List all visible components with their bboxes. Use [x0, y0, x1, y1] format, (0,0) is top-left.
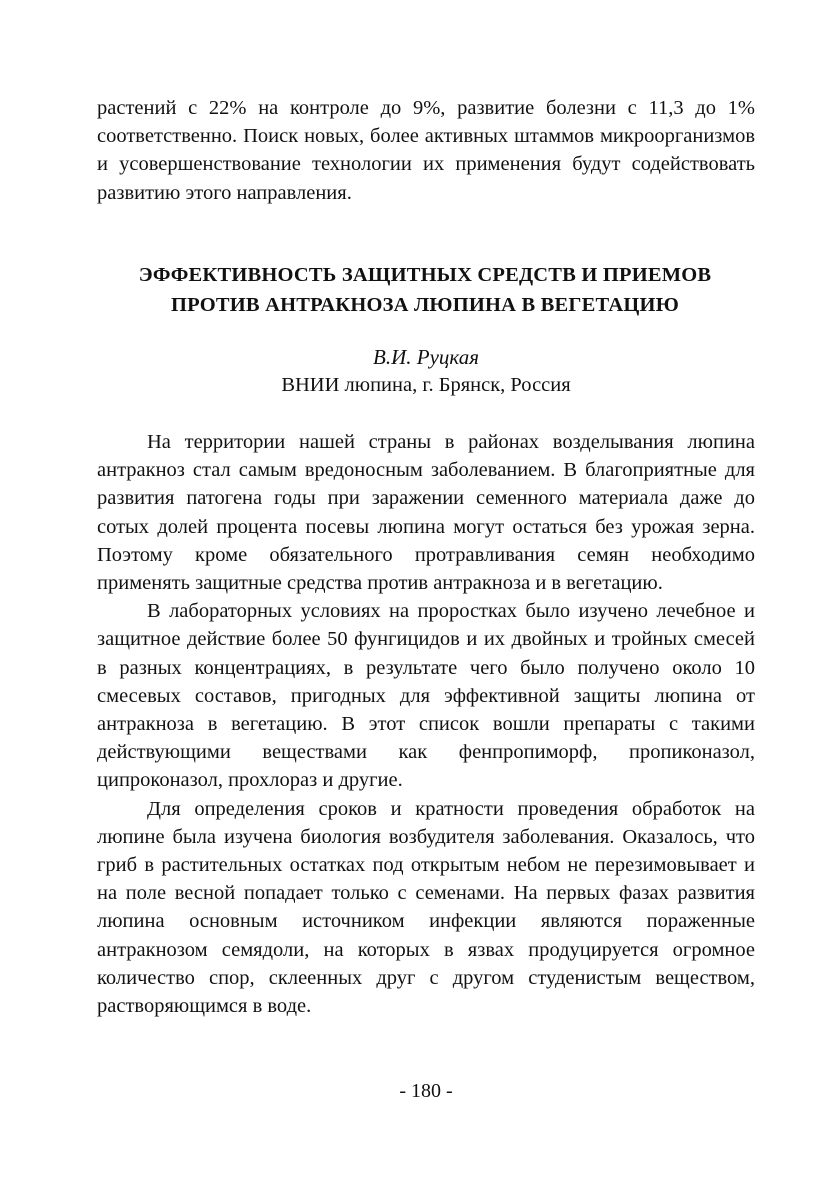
article-title — [80, 260, 770, 320]
page-number: - 180 - — [399, 1080, 453, 1102]
body-paragraph-1: На территории нашей страны в районах возделывания люпина антракноз стал самым вредоносным заболеванием. В благоприятные для развития патогена годы при заражении семенного материала даже до сотых долей процента посевы люпина могут остаться без урожая зерна. Поэтому кроме обязательного протравливания семян необходимо применять защитные средства против антракноза и в вегетацию. — [97, 431, 755, 595]
article-title-line-2: ПРОТИВ АНТРАКНОЗА ЛЮПИНА В ВЕГЕТАЦИЮ — [171, 294, 679, 316]
body-paragraph-2: В лабораторных условиях на проростках было изучено лечебное и защитное действие более 50 фунгицидов и их двойных и тройных смесей в разных концентрациях, в результате чего было получено около 10 смесевых составов, пригодных для эффективной защиты люпина от антракноза в вегетацию. В этот список вошли препараты с такими действующими веществами как фенпропиморф, пропиконазол, ципроконазол, прохлораз и другие. — [97, 600, 755, 792]
continuation-paragraph: растений с 22% на контроле до 9%, развитие болезни с 11,3 до 1% соответственно. Поиск новых, более активных штаммов микроорганизмов и усовершенствование технологии их применения будут содействовать развитию этого направления. — [97, 97, 755, 204]
continuation-paragraph-block — [97, 94, 755, 207]
body-paragraph-3: Для определения сроков и кратности проведения обработок на люпине была изучена биология возбудителя заболевания. Оказалось, что гриб в растительных остатках под открытым небом не перезимовывает и на поле весной попадает только с семенами. На первых фазах развития люпина основным источником инфекции являются пораженные антракнозом семядоли, на которых в язвах продуцируется огромное количество спор, склеенных друг с другом студенистым веществом, растворяющимся в воде. — [97, 797, 755, 1018]
article-body — [97, 428, 755, 1020]
article-author: В.И. Руцкая — [373, 345, 479, 369]
article-title-line-1: ЭФФЕКТИВНОСТЬ ЗАЩИТНЫХ СРЕДСТВ И ПРИЕМОВ — [138, 264, 712, 286]
article-affiliation: ВНИИ люпина, г. Брянск, Россия — [281, 374, 571, 396]
